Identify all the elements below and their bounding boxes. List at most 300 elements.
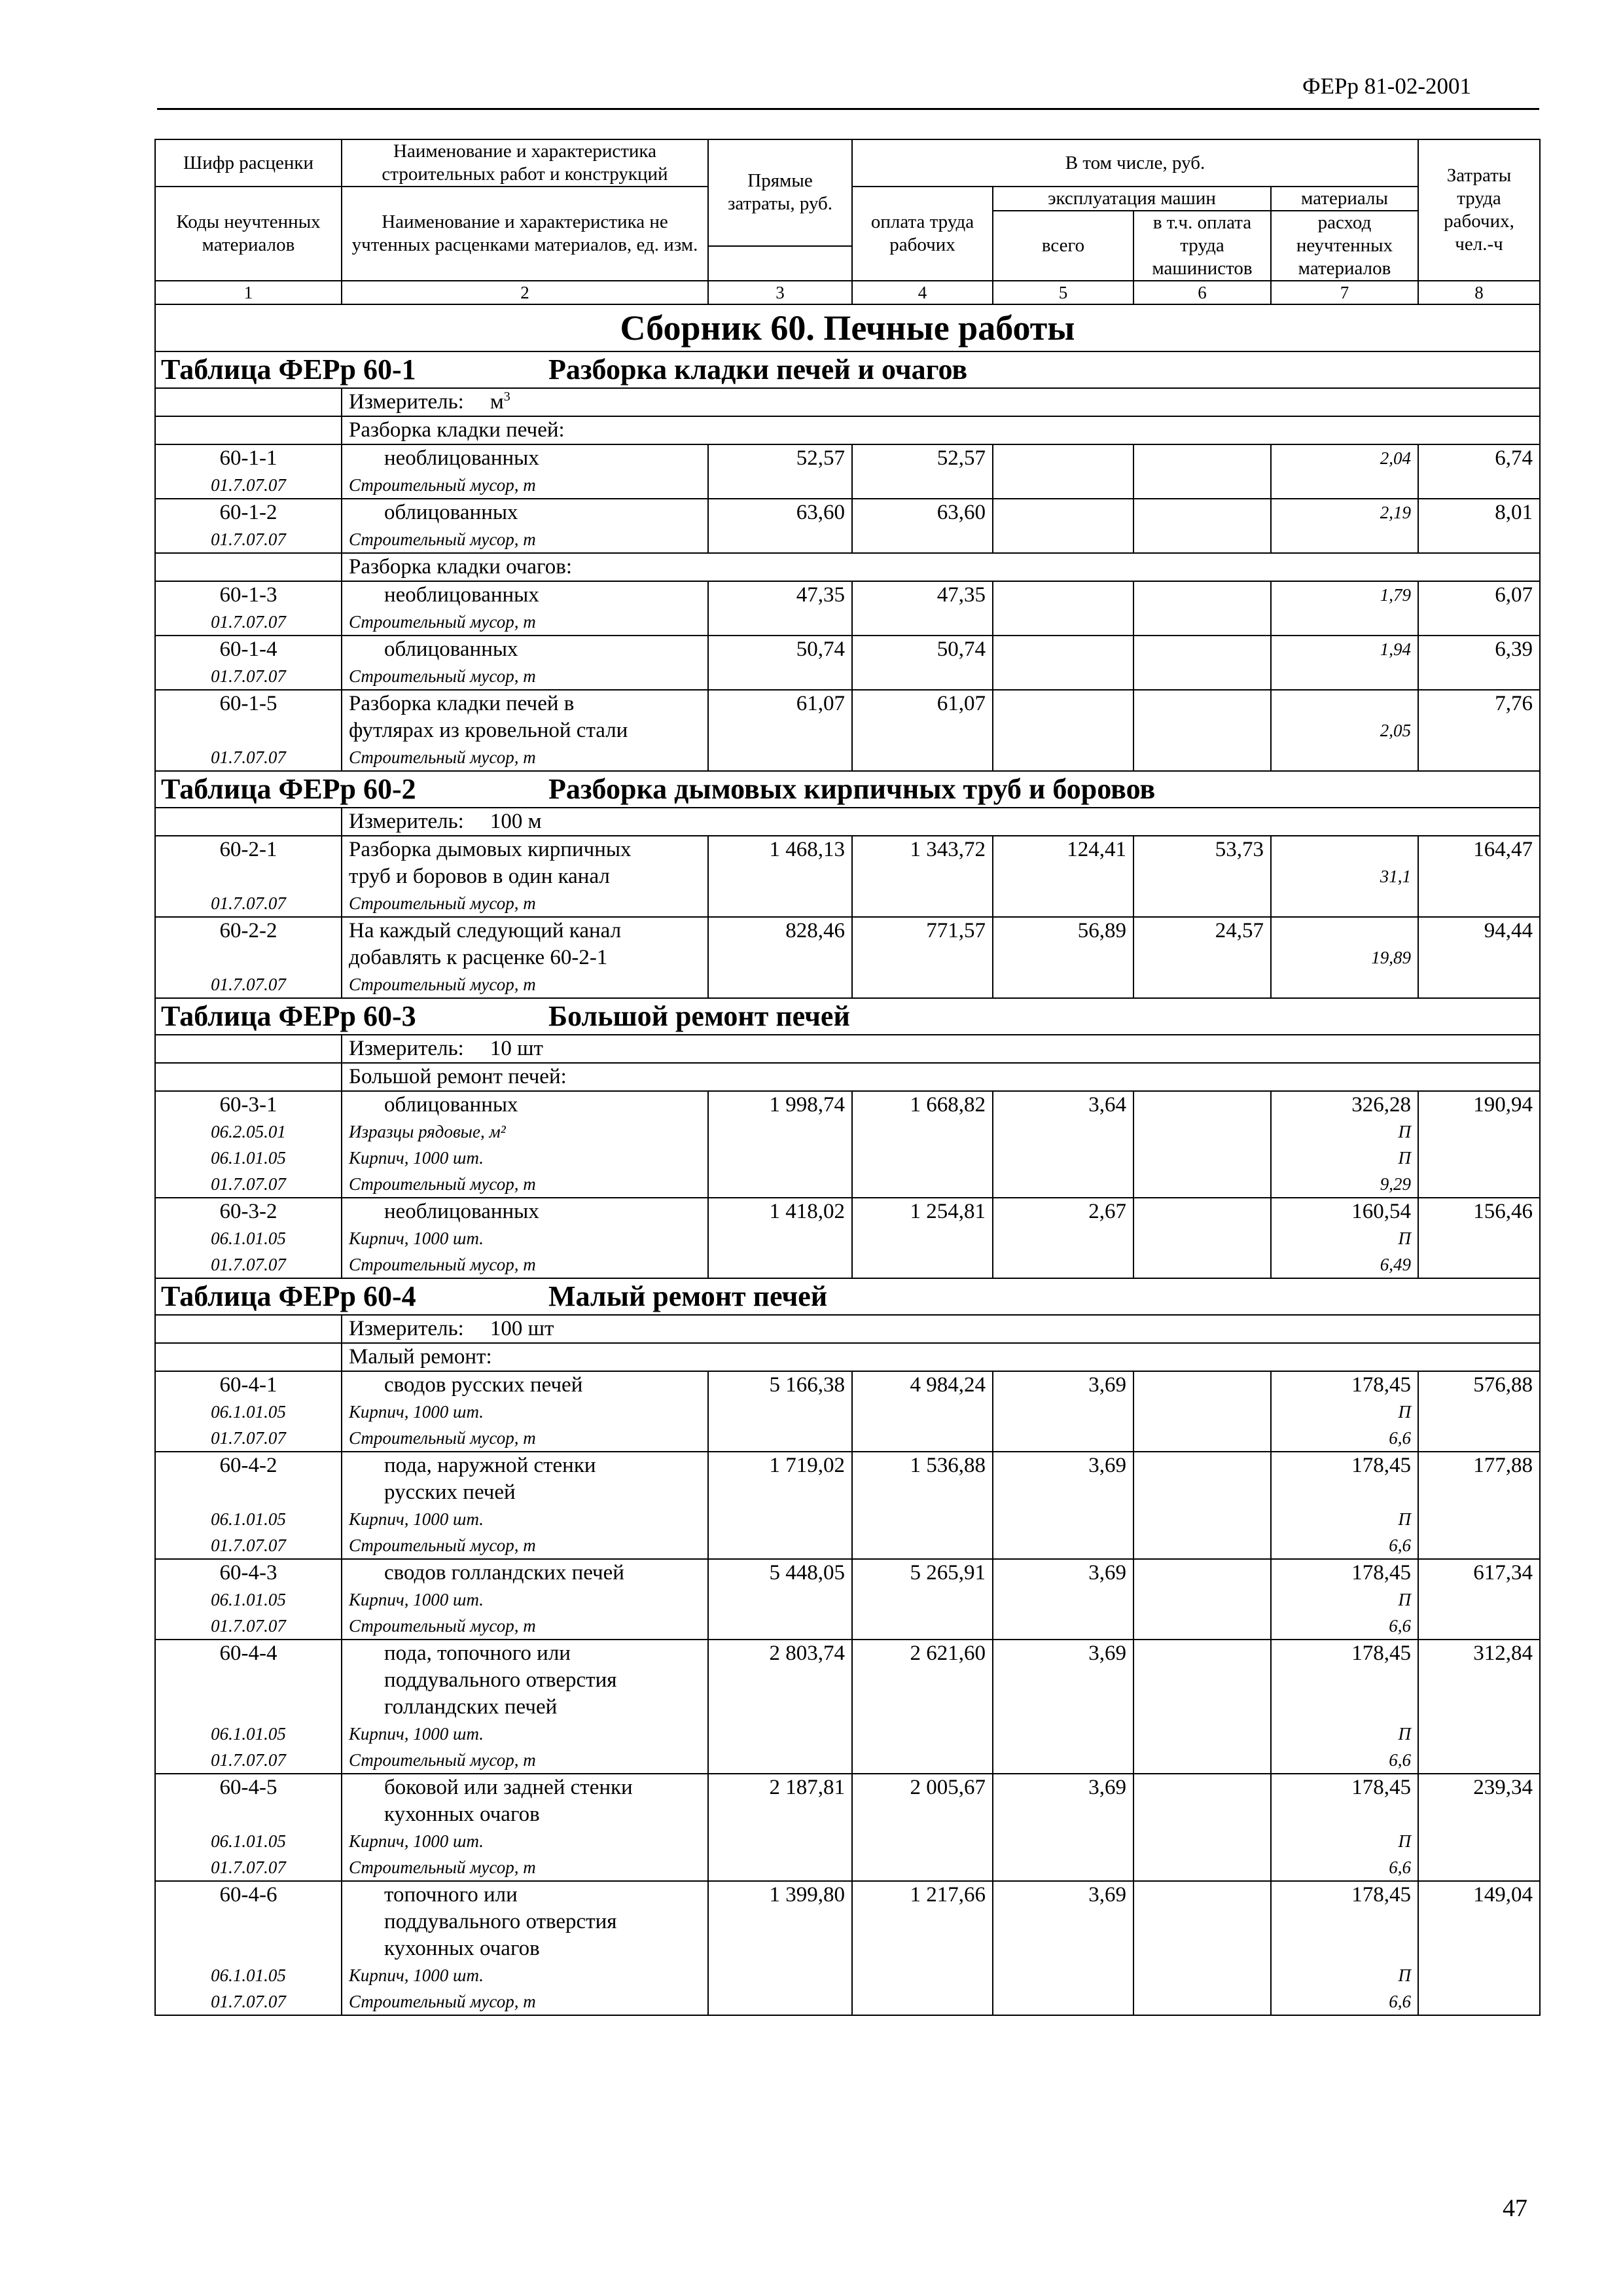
direct-cost-cell xyxy=(708,1452,852,1559)
measure-unit: 10 шт xyxy=(490,1037,543,1060)
rate-code-cell xyxy=(155,1452,342,1559)
collection-title: Сборник 60. Печные работы xyxy=(155,304,1540,351)
machines-total-cell xyxy=(993,1640,1133,1774)
header-labor: Затраты труда рабочих, чел.-ч xyxy=(1418,139,1540,281)
labor-cost: 164,47 xyxy=(1473,838,1533,861)
labor-cost-cell xyxy=(1418,1559,1540,1640)
worker-pay-cell xyxy=(852,1559,993,1640)
labor-cost: 8,01 xyxy=(1495,501,1533,524)
machinists-pay-cell xyxy=(1133,1559,1271,1640)
worker-pay-cell xyxy=(852,917,993,998)
worker-pay-cell xyxy=(852,581,993,636)
labor-cost-cell xyxy=(1418,1371,1540,1452)
material-name: Строительный мусор, т xyxy=(349,893,536,913)
spacer xyxy=(1278,1909,1411,1935)
direct-cost: 828,46 xyxy=(785,919,845,942)
labor-cost: 576,88 xyxy=(1473,1373,1533,1397)
group-heading-row xyxy=(155,416,1540,444)
worker-pay-cell xyxy=(852,1774,993,1881)
materials-cost-cell xyxy=(1271,499,1418,553)
rate-name-line: футлярах из кровельной стали xyxy=(349,719,628,742)
labor-cost-cell xyxy=(1418,690,1540,771)
direct-cost: 1 468,13 xyxy=(769,838,845,861)
materials-cost-cell xyxy=(1271,1371,1418,1452)
empty-cell xyxy=(155,808,342,836)
rate-row xyxy=(155,1371,1540,1452)
measure-row xyxy=(155,1035,1540,1063)
worker-pay: 1 668,82 xyxy=(910,1093,986,1117)
group-heading-row xyxy=(155,553,1540,581)
machines-total-cell xyxy=(993,444,1133,499)
rate-code-cell xyxy=(155,499,342,553)
rate-code: 60-4-4 xyxy=(219,1641,277,1665)
materials-cost: 178,45 xyxy=(1351,1454,1411,1477)
rate-row xyxy=(155,836,1540,917)
labor-cost-cell xyxy=(1418,1198,1540,1278)
machines-total-cell xyxy=(993,636,1133,690)
rate-row xyxy=(155,917,1540,998)
material-code: 01.7.07.07 xyxy=(211,612,286,632)
labor-cost-cell xyxy=(1418,1774,1540,1881)
rate-name-line: облицованных xyxy=(384,637,518,661)
direct-cost-cell xyxy=(708,1559,852,1640)
header-materials: материалы xyxy=(1271,187,1418,211)
worker-pay: 1 536,88 xyxy=(910,1454,986,1477)
rate-code: 60-1-5 xyxy=(219,692,277,715)
spacer xyxy=(1278,836,1411,863)
rate-code-cell xyxy=(155,1559,342,1640)
machines-total: 2,67 xyxy=(1088,1200,1126,1223)
material-code: 01.7.07.07 xyxy=(211,1428,286,1448)
material-code: 06.1.01.05 xyxy=(211,1402,286,1422)
rate-row xyxy=(155,636,1540,690)
rate-name-cell xyxy=(342,1371,708,1452)
worker-pay: 1 254,81 xyxy=(910,1200,986,1223)
measure-label: Измеритель: xyxy=(349,1317,464,1340)
rate-name-cell xyxy=(342,1559,708,1640)
material-code: 01.7.07.07 xyxy=(211,747,286,767)
spacer xyxy=(1278,1667,1411,1694)
worker-pay-cell xyxy=(852,690,993,771)
header-rate-code: Шифр расценки xyxy=(155,139,342,187)
material-name: Строительный мусор, т xyxy=(349,1428,536,1448)
machines-total: 3,69 xyxy=(1088,1561,1126,1585)
material-quantity: 6,49 xyxy=(1380,1255,1411,1274)
header-material-names: Наименование и характеристика не учтенных расценками материалов, ед. изм. xyxy=(342,187,708,281)
material-code: 01.7.07.07 xyxy=(211,975,286,994)
group-heading: Малый ремонт: xyxy=(342,1343,1540,1371)
materials-cost-cell xyxy=(1271,836,1418,917)
column-number: 4 xyxy=(852,281,993,304)
header-direct-costs-cont xyxy=(708,246,852,281)
machinists-pay-cell xyxy=(1133,1371,1271,1452)
worker-pay-cell xyxy=(852,836,993,917)
rate-code: 60-3-1 xyxy=(219,1093,277,1117)
direct-cost: 1 998,74 xyxy=(769,1093,845,1117)
worker-pay: 2 621,60 xyxy=(910,1641,986,1665)
rate-name-line: поддувального отверстия xyxy=(384,1668,617,1692)
materials-cost-cell xyxy=(1271,917,1418,998)
measure-row xyxy=(155,388,1540,416)
group-heading: Большой ремонт печей: xyxy=(342,1063,1540,1091)
rate-name-line: голландских печей xyxy=(384,1695,558,1719)
rate-code-cell xyxy=(155,1881,342,2015)
direct-cost: 5 166,38 xyxy=(769,1373,845,1397)
direct-cost-cell xyxy=(708,1091,852,1198)
table-heading xyxy=(155,998,1540,1035)
measure-unit: м xyxy=(490,390,504,414)
material-code: 01.7.07.07 xyxy=(211,1255,286,1274)
labor-cost-cell xyxy=(1418,836,1540,917)
rate-code: 60-2-2 xyxy=(219,919,277,942)
material-code: 01.7.07.07 xyxy=(211,475,286,495)
machines-total: 3,69 xyxy=(1088,1454,1126,1477)
material-name: Строительный мусор, т xyxy=(349,475,536,495)
table-code: Таблица ФЕРр 60-4 xyxy=(161,1280,416,1312)
machinists-pay-cell xyxy=(1133,1640,1271,1774)
labor-cost-cell xyxy=(1418,1091,1540,1198)
material-quantity: П xyxy=(1398,1402,1411,1422)
material-quantity: 19,89 xyxy=(1371,948,1411,967)
labor-cost-cell xyxy=(1418,581,1540,636)
worker-pay: 1 217,66 xyxy=(910,1883,986,1907)
machinists-pay-cell xyxy=(1133,1881,1271,2015)
group-heading-row xyxy=(155,1343,1540,1371)
table-heading xyxy=(155,351,1540,388)
rate-code: 60-4-3 xyxy=(219,1561,277,1585)
rate-code-cell xyxy=(155,1371,342,1452)
header-machines-pay: в т.ч. оплата труда машинистов xyxy=(1133,211,1271,281)
material-name: Строительный мусор, т xyxy=(349,975,536,994)
rate-name-line: кухонных очагов xyxy=(384,1937,540,1960)
machinists-pay-cell xyxy=(1133,690,1271,771)
materials-cost-cell xyxy=(1271,1198,1418,1278)
rate-row xyxy=(155,581,1540,636)
material-code: 01.7.07.07 xyxy=(211,529,286,549)
materials-cost: 178,45 xyxy=(1351,1641,1411,1665)
rate-code: 60-4-6 xyxy=(219,1883,277,1907)
table-heading-row xyxy=(155,351,1540,388)
labor-cost: 156,46 xyxy=(1473,1200,1533,1223)
table-heading xyxy=(155,771,1540,808)
table-code: Таблица ФЕРр 60-2 xyxy=(161,773,416,805)
direct-cost-cell xyxy=(708,581,852,636)
header-materials-consumption: расход неучтенных материалов xyxy=(1271,211,1418,281)
rate-code-cell xyxy=(155,836,342,917)
direct-cost: 2 803,74 xyxy=(769,1641,845,1665)
machines-total-cell xyxy=(993,581,1133,636)
machines-total-cell xyxy=(993,499,1133,553)
measure-label: Измеритель: xyxy=(349,390,464,414)
rate-name-cell xyxy=(342,1198,708,1278)
material-name: Строительный мусор, т xyxy=(349,1750,536,1770)
column-number: 3 xyxy=(708,281,852,304)
materials-cost-cell xyxy=(1271,1559,1418,1640)
machinists-pay-cell xyxy=(1133,581,1271,636)
rate-name-cell xyxy=(342,1452,708,1559)
material-code: 06.1.01.05 xyxy=(211,1509,286,1529)
labor-cost-cell xyxy=(1418,917,1540,998)
material-name: Строительный мусор, т xyxy=(349,747,536,767)
rate-name-line: сводов русских печей xyxy=(384,1373,583,1397)
column-number: 5 xyxy=(993,281,1133,304)
material-quantity: П xyxy=(1398,1724,1411,1744)
spacer xyxy=(1278,1801,1411,1828)
material-name: Кирпич, 1000 шт. xyxy=(349,1402,484,1422)
spacer xyxy=(1278,691,1411,717)
material-quantity: П xyxy=(1398,1509,1411,1529)
rate-name-cell xyxy=(342,444,708,499)
material-code: 01.7.07.07 xyxy=(211,1750,286,1770)
material-code: 01.7.07.07 xyxy=(211,1992,286,2011)
material-quantity: П xyxy=(1398,1590,1411,1609)
material-code: 01.7.07.07 xyxy=(211,1857,286,1877)
material-name: Строительный мусор, т xyxy=(349,612,536,632)
material-quantity: 6,6 xyxy=(1389,1535,1411,1555)
direct-cost-cell xyxy=(708,1640,852,1774)
empty-cell xyxy=(155,1343,342,1371)
spacer xyxy=(162,944,334,971)
rate-code: 60-1-3 xyxy=(219,583,277,607)
worker-pay: 1 343,72 xyxy=(910,838,986,861)
labor-cost: 190,94 xyxy=(1473,1093,1533,1117)
table-heading-row xyxy=(155,771,1540,808)
rate-name-line: пода, топочного или xyxy=(384,1641,571,1665)
rate-code-cell xyxy=(155,581,342,636)
rates-table xyxy=(154,139,1541,2016)
materials-cost-cell xyxy=(1271,1091,1418,1198)
machinists-pay-cell xyxy=(1133,917,1271,998)
direct-cost: 1 719,02 xyxy=(769,1454,845,1477)
material-name: Изразцы рядовые, м² xyxy=(349,1122,506,1141)
group-heading: Разборка кладки очагов: xyxy=(342,553,1540,581)
column-number: 2 xyxy=(342,281,708,304)
empty-cell xyxy=(155,1063,342,1091)
materials-cost-cell xyxy=(1271,1774,1418,1881)
labor-cost: 6,07 xyxy=(1495,583,1533,607)
rate-code-cell xyxy=(155,1640,342,1774)
rate-name-cell xyxy=(342,917,708,998)
measure-cell xyxy=(342,808,1540,836)
spacer xyxy=(1278,1694,1411,1721)
rate-name-cell xyxy=(342,581,708,636)
material-name: Кирпич, 1000 шт. xyxy=(349,1148,484,1168)
material-quantity: 1,94 xyxy=(1380,639,1411,659)
machines-total-cell xyxy=(993,690,1133,771)
direct-cost: 63,60 xyxy=(796,501,845,524)
direct-cost-cell xyxy=(708,1774,852,1881)
spacer xyxy=(162,1801,334,1828)
material-quantity: 2,05 xyxy=(1380,721,1411,740)
material-name: Строительный мусор, т xyxy=(349,1992,536,2011)
rate-row xyxy=(155,690,1540,771)
direct-cost: 50,74 xyxy=(796,637,845,661)
material-code: 01.7.07.07 xyxy=(211,893,286,913)
machines-total-cell xyxy=(993,1091,1133,1198)
material-name: Кирпич, 1000 шт. xyxy=(349,1590,484,1609)
material-code: 06.1.01.05 xyxy=(211,1724,286,1744)
rate-code: 60-3-2 xyxy=(219,1200,277,1223)
machines-total-cell xyxy=(993,1559,1133,1640)
rate-name-cell xyxy=(342,690,708,771)
materials-cost-cell xyxy=(1271,1452,1418,1559)
table-body xyxy=(155,304,1540,2015)
direct-cost: 52,57 xyxy=(796,446,845,470)
worker-pay-cell xyxy=(852,444,993,499)
rate-code: 60-4-2 xyxy=(219,1454,277,1477)
rate-code: 60-1-1 xyxy=(219,446,277,470)
rate-code-cell xyxy=(155,1774,342,1881)
material-name: Строительный мусор, т xyxy=(349,1255,536,1274)
labor-cost-cell xyxy=(1418,1452,1540,1559)
rate-name-cell xyxy=(342,836,708,917)
rate-code-cell xyxy=(155,1091,342,1198)
direct-cost: 1 399,80 xyxy=(769,1883,845,1907)
machines-total-cell xyxy=(993,836,1133,917)
material-code: 06.1.01.05 xyxy=(211,1229,286,1248)
measure-unit: 100 м xyxy=(490,810,542,833)
rate-code-cell xyxy=(155,1198,342,1278)
rate-name-line: поддувального отверстия xyxy=(384,1910,617,1933)
direct-cost: 47,35 xyxy=(796,583,845,607)
rate-name-cell xyxy=(342,1640,708,1774)
table-heading xyxy=(155,1278,1540,1315)
materials-cost: 178,45 xyxy=(1351,1561,1411,1585)
header-including: В том числе, руб. xyxy=(852,139,1418,187)
worker-pay-cell xyxy=(852,1452,993,1559)
direct-cost-cell xyxy=(708,444,852,499)
material-quantity: П xyxy=(1398,1122,1411,1141)
rate-name-line: Разборка дымовых кирпичных xyxy=(349,838,632,861)
worker-pay-cell xyxy=(852,1371,993,1452)
materials-cost-cell xyxy=(1271,444,1418,499)
worker-pay-cell xyxy=(852,1091,993,1198)
machinists-pay-cell xyxy=(1133,444,1271,499)
direct-cost-cell xyxy=(708,917,852,998)
material-name: Строительный мусор, т xyxy=(349,666,536,686)
direct-cost: 2 187,81 xyxy=(769,1776,845,1799)
rate-name-line: На каждый следующий канал xyxy=(349,919,622,942)
rate-name-line: сводов голландских печей xyxy=(384,1561,624,1585)
material-code: 06.2.05.01 xyxy=(211,1122,286,1141)
table-code: Таблица ФЕРр 60-3 xyxy=(161,1000,416,1032)
page-number: 47 xyxy=(1503,2195,1527,2222)
empty-cell xyxy=(155,416,342,444)
empty-cell xyxy=(155,1315,342,1343)
direct-cost: 5 448,05 xyxy=(769,1561,845,1585)
labor-cost: 617,34 xyxy=(1473,1561,1533,1585)
material-code: 01.7.07.07 xyxy=(211,1616,286,1636)
rate-row xyxy=(155,1091,1540,1198)
material-code: 01.7.07.07 xyxy=(211,1535,286,1555)
measure-unit: 100 шт xyxy=(490,1317,554,1340)
header-rule xyxy=(157,108,1539,110)
rate-name-line: необлицованных xyxy=(384,446,539,470)
machinists-pay-cell xyxy=(1133,636,1271,690)
header-machines-total: всего xyxy=(993,211,1133,281)
material-quantity: 6,6 xyxy=(1389,1428,1411,1448)
empty-cell xyxy=(155,553,342,581)
machinists-pay: 53,73 xyxy=(1215,838,1264,861)
header-material-codes: Коды неучтенных материалов xyxy=(155,187,342,281)
material-quantity: П xyxy=(1398,1148,1411,1168)
direct-cost: 1 418,02 xyxy=(769,1200,845,1223)
material-quantity: 6,6 xyxy=(1389,1750,1411,1770)
direct-cost-cell xyxy=(708,836,852,917)
header-worker-pay: оплата труда рабочих xyxy=(852,187,993,281)
machines-total: 3,69 xyxy=(1088,1641,1126,1665)
materials-cost-cell xyxy=(1271,636,1418,690)
machinists-pay-cell xyxy=(1133,836,1271,917)
material-name: Кирпич, 1000 шт. xyxy=(349,1831,484,1851)
worker-pay: 47,35 xyxy=(936,583,986,607)
material-quantity: 2,19 xyxy=(1380,503,1411,522)
rate-code: 60-2-1 xyxy=(219,838,277,861)
table-title: Большой ремонт печей xyxy=(548,1000,850,1032)
table-heading-row xyxy=(155,998,1540,1035)
material-name: Строительный мусор, т xyxy=(349,1535,536,1555)
material-name: Кирпич, 1000 шт. xyxy=(349,1965,484,1985)
machines-total: 3,69 xyxy=(1088,1883,1126,1907)
direct-cost: 61,07 xyxy=(796,692,845,715)
rate-row xyxy=(155,1640,1540,1774)
worker-pay-cell xyxy=(852,1881,993,2015)
rate-code-cell xyxy=(155,636,342,690)
material-code: 01.7.07.07 xyxy=(211,1174,286,1194)
materials-cost: 160,54 xyxy=(1351,1200,1411,1223)
machinists-pay-cell xyxy=(1133,1774,1271,1881)
rate-name-line: топочного или xyxy=(384,1883,518,1907)
rate-name-line: необлицованных xyxy=(384,583,539,607)
spacer xyxy=(162,1667,334,1694)
machines-total: 124,41 xyxy=(1067,838,1126,861)
machinists-pay-cell xyxy=(1133,499,1271,553)
labor-cost-cell xyxy=(1418,1640,1540,1774)
machines-total-cell xyxy=(993,1198,1133,1278)
table-code: Таблица ФЕРр 60-1 xyxy=(161,353,416,386)
table-header xyxy=(155,139,1540,304)
measure-label: Измеритель: xyxy=(349,810,464,833)
measure-cell xyxy=(342,388,1540,416)
column-number: 1 xyxy=(155,281,342,304)
measure-cell xyxy=(342,1315,1540,1343)
labor-cost: 7,76 xyxy=(1495,692,1533,715)
labor-cost-cell xyxy=(1418,1881,1540,2015)
machinists-pay: 24,57 xyxy=(1215,919,1264,942)
column-number: 7 xyxy=(1271,281,1418,304)
materials-cost-cell xyxy=(1271,1640,1418,1774)
rate-code: 60-4-1 xyxy=(219,1373,277,1397)
rate-name-cell xyxy=(342,1881,708,2015)
rate-row xyxy=(155,1198,1540,1278)
column-number: 6 xyxy=(1133,281,1271,304)
labor-cost-cell xyxy=(1418,636,1540,690)
worker-pay-cell xyxy=(852,636,993,690)
worker-pay: 61,07 xyxy=(936,692,986,715)
labor-cost: 94,44 xyxy=(1484,919,1533,942)
rate-code: 60-4-5 xyxy=(219,1776,277,1799)
rate-name-cell xyxy=(342,1774,708,1881)
worker-pay-cell xyxy=(852,1640,993,1774)
machines-total: 3,64 xyxy=(1088,1093,1126,1117)
spacer xyxy=(1278,918,1411,944)
material-code: 06.1.01.05 xyxy=(211,1590,286,1609)
materials-cost-cell xyxy=(1271,1881,1418,2015)
direct-cost-cell xyxy=(708,499,852,553)
material-quantity: 6,6 xyxy=(1389,1992,1411,2011)
rate-name-line: боковой или задней стенки xyxy=(384,1776,633,1799)
worker-pay: 63,60 xyxy=(936,501,986,524)
